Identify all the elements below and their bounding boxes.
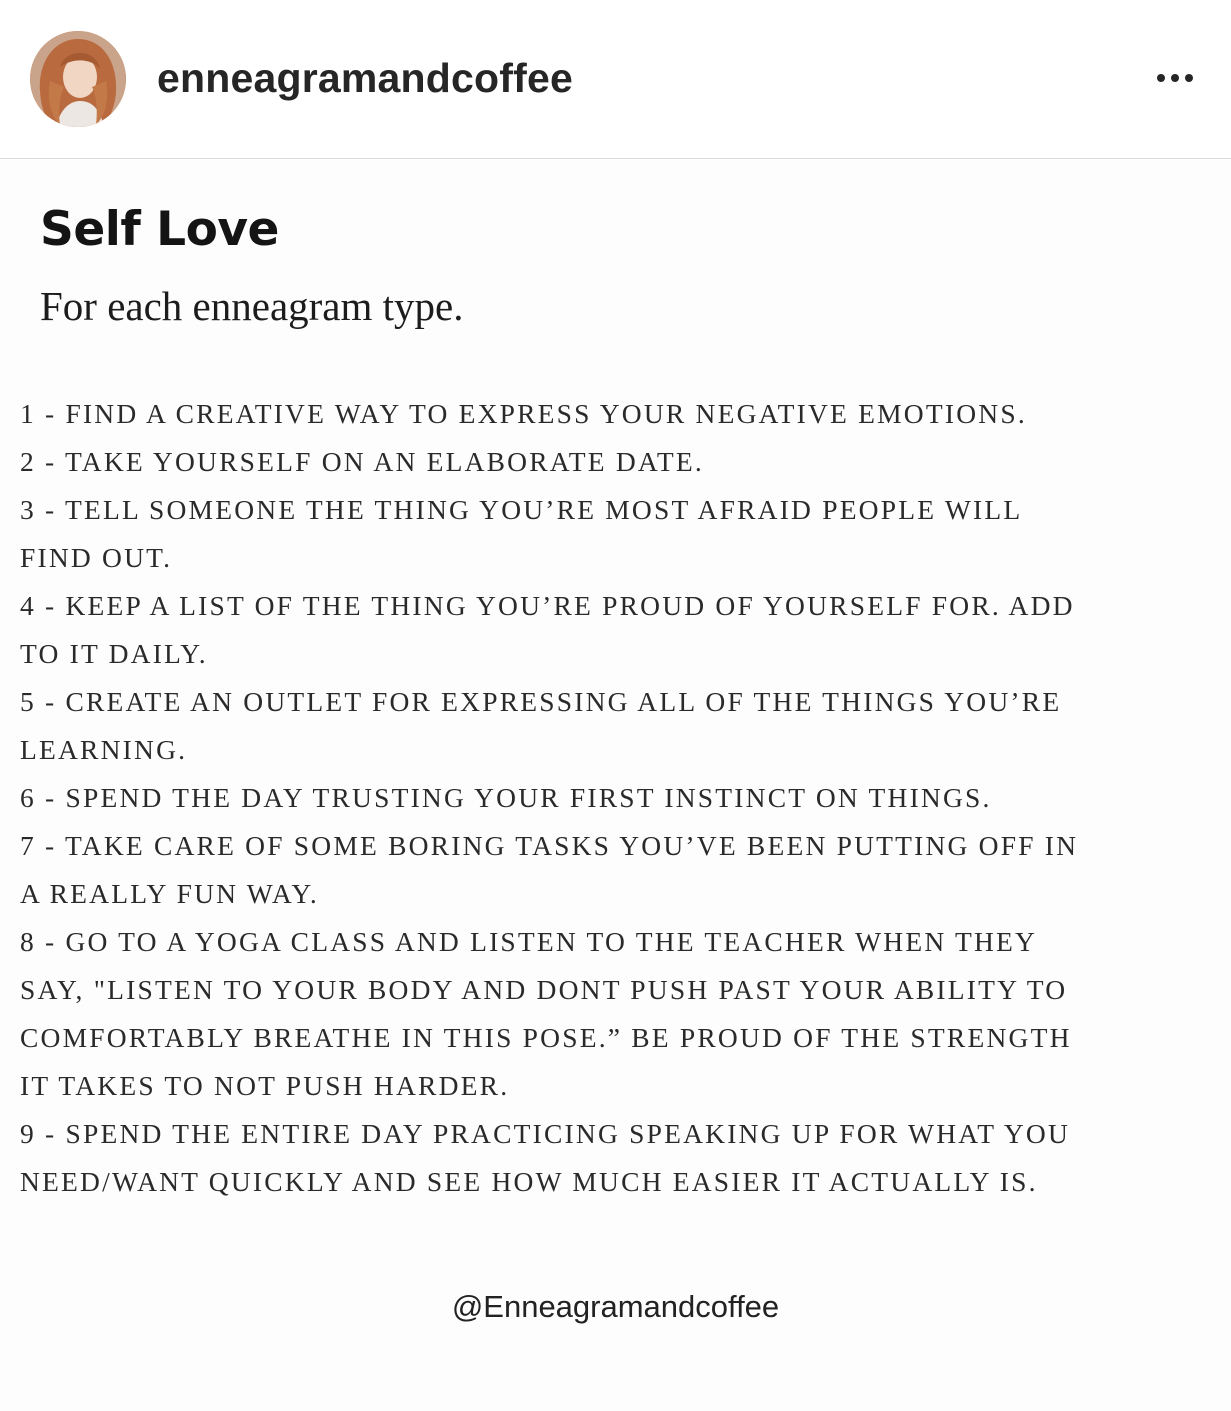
list-line: 5 - CREATE AN OUTLET FOR EXPRESSING ALL OF THE THINGS YOU’RE (20, 686, 1062, 717)
avatar-photo (30, 31, 126, 127)
list-line: IT TAKES TO NOT PUSH HARDER. (20, 1070, 510, 1101)
list-line: 3 - TELL SOMEONE THE THING YOU’RE MOST AFRAID PEOPLE WILL (20, 494, 1023, 525)
more-horizontal-icon (1185, 74, 1193, 82)
list-line: NEED/WANT QUICKLY AND SEE HOW MUCH EASIER IT ACTUALLY IS. (20, 1166, 1038, 1197)
list-line: LEARNING. (20, 734, 188, 765)
avatar[interactable] (30, 31, 126, 127)
list-line: 8 - GO TO A YOGA CLASS AND LISTEN TO THE TEACHER WHEN THEY (20, 926, 1038, 957)
list-line: 9 - SPEND THE ENTIRE DAY PRACTICING SPEAKING UP FOR WHAT YOU (20, 1118, 1071, 1149)
post-header (0, 0, 1231, 159)
list-line: FIND OUT. (20, 542, 173, 573)
username[interactable]: enneagramandcoffee (157, 55, 574, 101)
list-line: 6 - SPEND THE DAY TRUSTING YOUR FIRST INSTINCT ON THINGS. (20, 782, 992, 813)
more-horizontal-icon (1157, 74, 1165, 82)
image-subtitle: For each enneagram type. (40, 283, 464, 329)
account-handle: @Enneagramandcoffee (451, 1289, 780, 1324)
more-options-button[interactable] (1145, 58, 1205, 98)
list-line: SAY, "LISTEN TO YOUR BODY AND DONT PUSH PAST YOUR ABILITY TO (20, 974, 1068, 1005)
more-horizontal-icon (1171, 74, 1179, 82)
list-line: TO IT DAILY. (20, 638, 208, 669)
list-line: COMFORTABLY BREATHE IN THIS POSE.” BE PROUD OF THE STRENGTH (20, 1022, 1072, 1053)
tips-list (20, 390, 1220, 1206)
list-line: 7 - TAKE CARE OF SOME BORING TASKS YOU’VE BEEN PUTTING OFF IN (20, 830, 1079, 861)
post-image[interactable] (0, 160, 1231, 1411)
list-line: 2 - TAKE YOURSELF ON AN ELABORATE DATE. (20, 446, 705, 477)
list-line: A REALLY FUN WAY. (20, 878, 319, 909)
image-title: Self Love (40, 202, 279, 257)
list-line: 4 - KEEP A LIST OF THE THING YOU’RE PROUD OF YOURSELF FOR. ADD (20, 590, 1075, 621)
list-line: 1 - FIND A CREATIVE WAY TO EXPRESS YOUR NEGATIVE EMOTIONS. (20, 398, 1027, 429)
